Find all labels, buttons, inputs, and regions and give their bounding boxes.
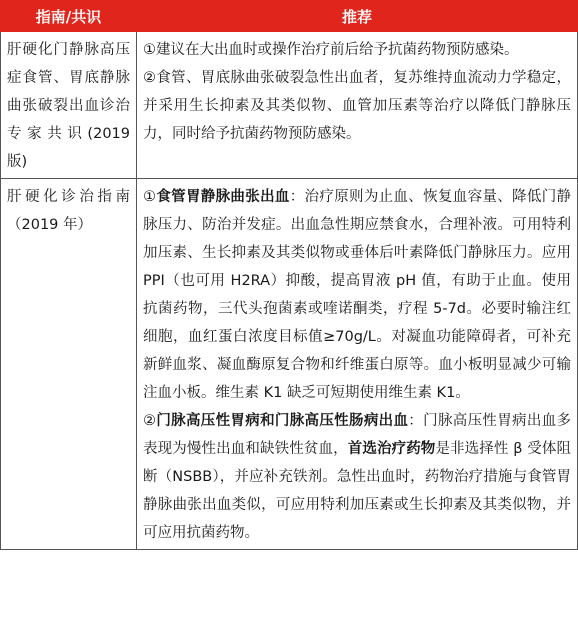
recommendation-text: ① <box>143 189 157 205</box>
recommendation-item <box>143 183 571 407</box>
recommendation-emphasis: 门脉高压性胃病和门脉高压性肠病出血 <box>156 413 409 429</box>
recommendation-cell <box>137 32 578 179</box>
guideline-source: 肝硬化门静脉高压症食管、胃底静脉曲张破裂出血诊治专家共识(2019 版) <box>1 32 137 179</box>
table-header-row <box>1 1 578 32</box>
table-row <box>1 32 578 179</box>
header-recommendation: 推荐 <box>137 1 578 32</box>
recommendation-emphasis: 首选治疗药物 <box>347 441 436 457</box>
recommendation-text: 是非选择性 β 受体阻断（NSBB），并应补充铁剂。急性出血时，药物治疗措施与食管胃静脉曲张出血类似，可应用特利加压素或生长抑素及其类似物，并可应用抗菌药物。 <box>143 441 571 541</box>
guideline-source: 肝硬化诊治指南（2019 年） <box>1 179 137 550</box>
recommendation-item <box>143 407 571 547</box>
recommendation-text: ：治疗原则为止血、恢复血容量、降低门静脉压力、防治并发症。出血急性期应禁食水，合理补液。可用特利加压素、生长抑素及其类似物或垂体后叶素降低门静脉压力。应用 PPI（也可用 H2RA）抑酸，提高胃液 pH 值，有助于止血。使用抗菌药物，三代头孢菌素或喹诺酮类，疗程 5-7d。必要时输注红细胞，血红蛋白浓度目标值≥70g/L。对凝血功能障碍者，可补充新鲜血浆、凝血酶原复合物和纤维蛋白原等。血小板明显减少可输注血小板。维生素 K1 缺乏可短期使用维生素 K1。 <box>143 189 572 401</box>
recommendation-cell <box>137 179 578 550</box>
recommendation-text: ①建议在大出血时或操作治疗前后给予抗菌药物预防感染。 <box>143 42 519 58</box>
recommendation-text: ②食管、胃底脉曲张破裂急性出血者，复苏维持血流动力学稳定，并采用生长抑素及其类似物、血管加压素等治疗以降低门静脉压力，同时给予抗菌药物预防感染。 <box>143 70 571 142</box>
recommendation-text: ：门脉高压性胃病出血多表现为慢性出血和缺铁性贫血， <box>143 413 572 457</box>
table-body <box>1 32 578 550</box>
recommendation-text: ② <box>143 413 157 429</box>
recommendation-emphasis: 食管胃静脉曲张出血 <box>156 189 290 205</box>
table-row <box>1 179 578 550</box>
header-guideline: 指南/共识 <box>1 1 137 32</box>
recommendation-item <box>143 64 571 148</box>
recommendation-item <box>143 36 571 64</box>
